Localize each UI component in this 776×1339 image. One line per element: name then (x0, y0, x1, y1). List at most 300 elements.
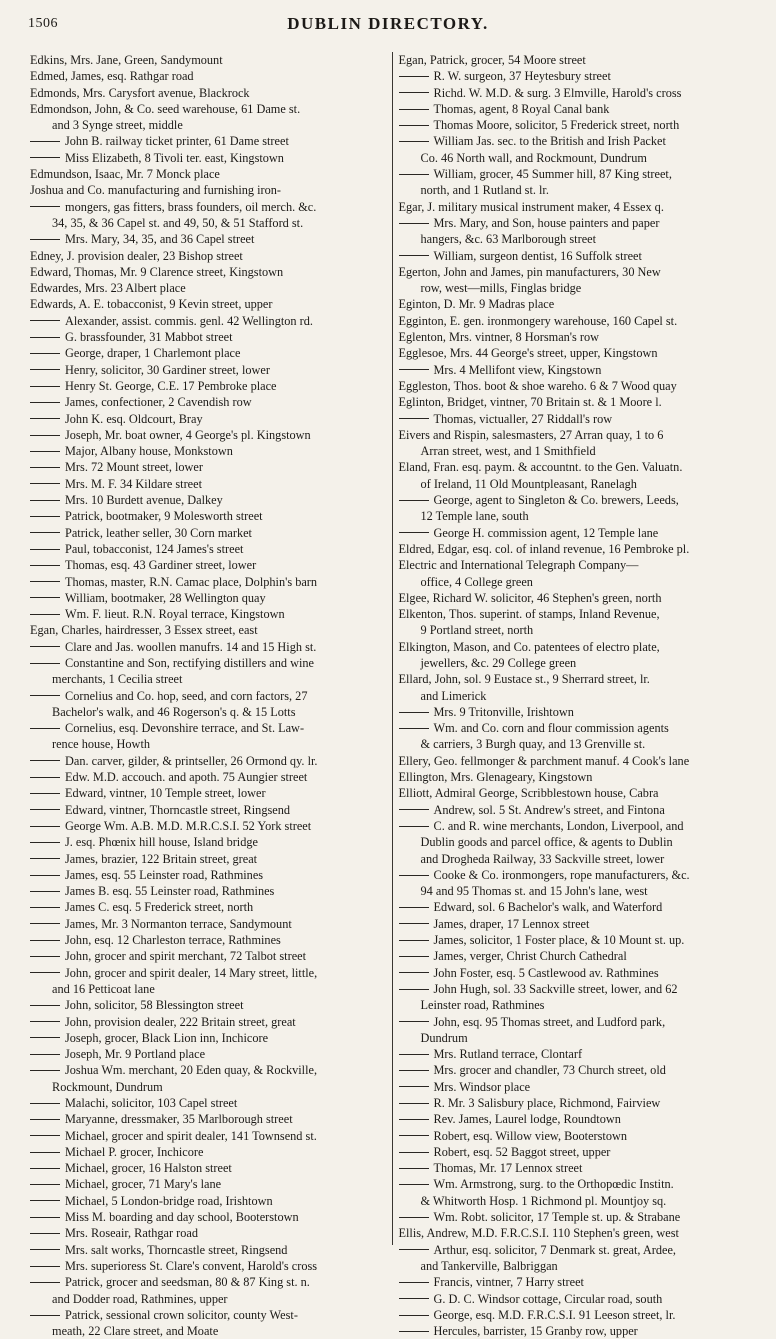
entry-text: Maryanne, dressmaker, 35 Marlborough street (65, 1112, 293, 1127)
ditto-dash (30, 1103, 60, 1104)
entry-text: Henry, solicitor, 30 Gardiner street, lower (65, 362, 270, 377)
directory-entry (30, 492, 386, 508)
entry-text: Eglenton, Mrs. vintner, 8 Horsman's row (398, 330, 599, 345)
directory-entry (399, 1079, 755, 1095)
directory-entry (399, 1274, 755, 1290)
ditto-dash (399, 875, 429, 876)
entry-text: Rockmount, Dundrum (52, 1079, 163, 1094)
directory-entry (30, 101, 386, 117)
entry-text: Edkins, Mrs. Jane, Green, Sandymount (30, 53, 223, 67)
entry-text: Mrs. Roseair, Rathgar road (65, 1226, 199, 1241)
entry-text: Mrs. superioress St. Clare's convent, Harold's cross (65, 1258, 318, 1273)
ditto-dash (399, 1298, 429, 1299)
directory-entry (30, 1111, 386, 1127)
entry-text: Miss Elizabeth, 8 Tivoli ter. east, Kingstown (65, 150, 284, 165)
directory-entry (30, 362, 386, 378)
entry-text: Joshua Wm. merchant, 20 Eden quay, & Rockville, (65, 1063, 318, 1078)
directory-entry (399, 52, 755, 68)
directory-entry (30, 802, 386, 818)
directory-entry (30, 1307, 386, 1323)
directory-entry (399, 1225, 755, 1241)
ditto-dash (30, 614, 60, 615)
ditto-dash (399, 1184, 429, 1185)
directory-entry (399, 68, 755, 84)
ditto-dash (30, 1168, 60, 1169)
entry-text: Wm. Robt. solicitor, 17 Temple st. up. & Strabane (433, 1210, 681, 1225)
directory-entry (399, 280, 755, 296)
entry-text: Patrick, sessional crown solicitor, county West- (65, 1307, 298, 1322)
entry-text: Dublin goods and parcel office, & agents to Dublin (420, 835, 673, 850)
entry-text: hangers, &c. 63 Marlborough street (420, 232, 597, 247)
directory-entry (399, 867, 755, 883)
entry-text: row, west—mills, Finglas bridge (420, 281, 582, 296)
directory-entry (399, 981, 755, 997)
directory-entry (399, 753, 755, 769)
entry-text: Edwards, A. E. tobacconist, 9 Kevin street, upper (30, 297, 273, 312)
entry-text: Francis, vintner, 7 Harry street (433, 1275, 584, 1290)
entry-text: Joshua and Co. manufacturing and furnishing iron- (30, 183, 282, 198)
entry-text: Mrs. Mary, 34, 35, and 36 Capel street (65, 232, 255, 247)
ditto-dash (30, 483, 60, 484)
directory-entry (30, 622, 386, 638)
directory-entry (30, 1046, 386, 1062)
entry-text: Thomas Moore, solicitor, 5 Frederick street, north (433, 118, 680, 133)
entry-text: Edmundson, Isaac, Mr. 7 Monck place (30, 167, 220, 182)
directory-entry (399, 427, 755, 443)
entry-text: north, and 1 Rutland st. lr. (420, 183, 549, 198)
entry-text: George H. commission agent, 12 Temple lane (433, 525, 659, 540)
directory-entry (399, 671, 755, 687)
directory-entry (30, 443, 386, 459)
ditto-dash (30, 760, 60, 761)
entry-text: Michael, grocer and spirit dealer, 141 Townsend st. (65, 1128, 317, 1143)
directory-entry (399, 541, 755, 557)
directory-entry (30, 1062, 386, 1078)
ditto-dash (30, 923, 60, 924)
entry-text: Edward, vintner, 10 Temple street, lower (65, 786, 266, 801)
directory-entry (30, 525, 386, 541)
entry-text: George, draper, 1 Charlemont place (65, 346, 241, 361)
directory-entry (399, 1176, 755, 1192)
entry-text: Mrs. salt works, Thorncastle street, Ringsend (65, 1242, 288, 1257)
entry-text: Mrs. 4 Mellifont view, Kingstown (433, 362, 602, 377)
directory-entry (399, 411, 755, 427)
directory-entry (30, 1128, 386, 1144)
directory-entry (399, 117, 755, 133)
directory-entry (399, 85, 755, 101)
ditto-dash (30, 646, 60, 647)
directory-entry (30, 231, 386, 247)
directory-entry (399, 948, 755, 964)
directory-entry (30, 296, 386, 312)
directory-entry (399, 215, 755, 231)
directory-entry (399, 574, 755, 590)
ditto-dash (30, 1200, 60, 1201)
directory-entry (399, 508, 755, 524)
entry-text: Co. 46 North wall, and Rockmount, Dundrum (420, 150, 647, 165)
ditto-dash (399, 174, 429, 175)
ditto-dash (30, 663, 60, 664)
directory-entry (399, 590, 755, 606)
ditto-dash (30, 777, 60, 778)
ditto-dash (30, 369, 60, 370)
entry-text: Thomas, master, R.N. Camac place, Dolphin's barn (65, 574, 318, 589)
entry-text: George Wm. A.B. M.D. M.R.C.S.I. 52 York street (65, 818, 312, 833)
entry-text: Arran street, west, and 1 Smithfield (420, 444, 596, 459)
directory-entry (399, 362, 755, 378)
ditto-dash (30, 353, 60, 354)
entry-text: William Jas. sec. to the British and Irish Packet (433, 134, 666, 149)
entry-text: Mrs. Rutland terrace, Clontarf (433, 1047, 583, 1062)
directory-entry (399, 525, 755, 541)
directory-entry (399, 1111, 755, 1127)
entry-text: John Foster, esq. 5 Castlewood av. Rathmines (433, 965, 659, 980)
entry-text: James, draper, 17 Lennox street (433, 916, 590, 931)
directory-entry (30, 345, 386, 361)
directory-entry (30, 133, 386, 149)
ditto-dash (399, 76, 429, 77)
entry-text: 94 and 95 Thomas st. and 15 John's lane, west (420, 884, 648, 899)
ditto-dash (399, 940, 429, 941)
ditto-dash (30, 451, 60, 452)
directory-entry (399, 1307, 755, 1323)
directory-entry (399, 802, 755, 818)
ditto-dash (399, 1249, 429, 1250)
entry-text: John, provision dealer, 222 Britain street, great (65, 1014, 296, 1029)
entry-text: Eldred, Edgar, esq. col. of inland revenue, 16 Pembroke pl. (398, 541, 690, 556)
entry-text: Ellard, John, sol. 9 Eustace st., 9 Sherrard street, lr. (398, 672, 650, 687)
ditto-dash (399, 125, 429, 126)
directory-entry (399, 443, 755, 459)
entry-text: Edw. M.D. accouch. and apoth. 75 Aungier street (65, 770, 308, 785)
ditto-dash (30, 516, 60, 517)
directory-entry (399, 329, 755, 345)
directory-entry (399, 231, 755, 247)
directory-entry (399, 606, 755, 622)
ditto-dash (399, 712, 429, 713)
directory-entry (399, 785, 755, 801)
entry-text: Thomas, esq. 43 Gardiner street, lower (65, 558, 257, 573)
directory-entry (30, 1291, 386, 1307)
ditto-dash (30, 206, 60, 207)
entry-text: & Whitworth Hosp. 1 Richmond pl. Mountjoy sq. (420, 1193, 667, 1208)
ditto-dash (30, 907, 60, 908)
entry-text: William, surgeon dentist, 16 Suffolk street (433, 248, 642, 263)
entry-text: Robert, esq. 52 Baggot street, upper (433, 1144, 611, 1159)
entry-text: Thomas, Mr. 17 Lennox street (433, 1161, 583, 1176)
directory-entry (399, 1144, 755, 1160)
directory-entry (399, 166, 755, 182)
directory-entry (30, 1030, 386, 1046)
entry-text: James, brazier, 122 Britain street, great (65, 851, 258, 866)
directory-entry (30, 280, 386, 296)
directory-entry (30, 199, 386, 215)
entry-text: Edmonds, Mrs. Carysfort avenue, Blackrock (30, 85, 250, 100)
entry-text: Edney, J. provision dealer, 23 Bishop street (30, 248, 243, 263)
ditto-dash (30, 565, 60, 566)
entry-text: Elliott, Admiral George, Scribblestown house, Cabra (398, 786, 659, 801)
entry-text: Patrick, bootmaker, 9 Molesworth street (65, 509, 263, 524)
ditto-dash (30, 1249, 60, 1250)
entry-text: Hercules, barrister, 15 Granby row, upper (433, 1324, 638, 1339)
entry-text: 12 Temple lane, south (420, 509, 529, 524)
entry-text: office, 4 College green (420, 574, 533, 589)
directory-entry (399, 932, 755, 948)
directory-entry (399, 1128, 755, 1144)
directory-entry (30, 329, 386, 345)
directory-entry (399, 101, 755, 117)
ditto-dash (30, 809, 60, 810)
ditto-dash (30, 842, 60, 843)
entry-text: James B. esq. 55 Leinster road, Rathmines (65, 884, 275, 899)
directory-entry (30, 264, 386, 280)
directory-entry (399, 199, 755, 215)
entry-text: Joseph, Mr. boat owner, 4 George's pl. Kingstown (65, 427, 311, 442)
entry-text: William, bootmaker, 28 Wellington quay (65, 590, 266, 605)
directory-entry (30, 574, 386, 590)
entry-text: Cornelius, esq. Devonshire terrace, and St. Law- (65, 721, 305, 736)
directory-entry (30, 557, 386, 573)
directory-entry (399, 492, 755, 508)
directory-entry (30, 965, 386, 981)
ditto-dash (399, 1315, 429, 1316)
ditto-dash (30, 1233, 60, 1234)
directory-columns (30, 52, 754, 1339)
entry-text: Henry St. George, C.E. 17 Pembroke place (65, 378, 277, 393)
entry-text: and Drogheda Railway, 33 Sackville street, lower (420, 851, 665, 866)
directory-entry (399, 296, 755, 312)
directory-entry (30, 1144, 386, 1160)
ditto-dash (399, 972, 429, 973)
directory-entry (30, 851, 386, 867)
entry-text: Eglinton, Bridget, vintner, 70 Britain st. & 1 Moore l. (398, 395, 662, 410)
entry-text: Egerton, John and James, pin manufacturers, 30 New (398, 264, 661, 279)
directory-entry (399, 1323, 755, 1339)
entry-text: Thomas, victualler, 27 Riddall's row (433, 411, 613, 426)
entry-text: Mrs. 9 Tritonville, Irishtown (433, 704, 574, 719)
entry-text: Edwardes, Mrs. 23 Albert place (30, 281, 186, 296)
entry-text: James, confectioner, 2 Cavendish row (65, 395, 252, 410)
entry-text: Major, Albany house, Monkstown (65, 444, 233, 459)
ditto-dash (30, 972, 60, 973)
ditto-dash (30, 1119, 60, 1120)
directory-entry (399, 1209, 755, 1225)
entry-text: James, Mr. 3 Normanton terrace, Sandymount (65, 916, 292, 931)
entry-text: Dundrum (420, 1030, 468, 1045)
entry-text: Eginton, D. Mr. 9 Madras place (398, 297, 555, 312)
ditto-dash (30, 875, 60, 876)
ditto-dash (30, 402, 60, 403)
directory-entry (399, 997, 755, 1013)
directory-entry (30, 476, 386, 492)
directory-entry (399, 248, 755, 264)
directory-entry (30, 736, 386, 752)
ditto-dash (399, 1070, 429, 1071)
directory-entry (399, 1095, 755, 1111)
directory-entry (30, 639, 386, 655)
entry-text: Egar, J. military musical instrument maker, 4 Essex q. (398, 199, 664, 214)
entry-text: Edmed, James, esq. Rathgar road (30, 69, 194, 84)
entry-text: Robert, esq. Willow view, Booterstown (433, 1128, 628, 1143)
directory-entry (30, 785, 386, 801)
directory-entry (399, 736, 755, 752)
directory-entry (399, 459, 755, 475)
directory-entry (30, 1225, 386, 1241)
entry-text: Patrick, grocer and seedsman, 80 & 87 King st. n. (65, 1275, 310, 1290)
entry-text: John K. esq. Oldcourt, Bray (65, 411, 203, 426)
entry-text: Michael P. grocer, Inchicore (65, 1144, 204, 1159)
directory-entry (30, 655, 386, 671)
entry-text: John Hugh, sol. 33 Sackville street, lower, and 62 (433, 981, 678, 996)
directory-entry (30, 1176, 386, 1192)
directory-entry (30, 541, 386, 557)
entry-text: of Ireland, 11 Old Mountpleasant, Ranelagh (420, 476, 637, 491)
entry-text: Thomas, agent, 8 Royal Canal bank (433, 101, 610, 116)
entry-text: Andrew, sol. 5 St. Andrew's street, and Fintona (433, 802, 665, 817)
directory-entry (30, 1323, 386, 1339)
entry-text: Rev. James, Laurel lodge, Roundtown (433, 1112, 621, 1127)
directory-entry (399, 639, 755, 655)
directory-entry (399, 655, 755, 671)
entry-text: William, grocer, 45 Summer hill, 87 King street, (433, 167, 672, 182)
directory-entry (30, 1193, 386, 1209)
directory-entry (399, 769, 755, 785)
entry-text: James, solicitor, 1 Foster place, & 10 Mount st. up. (433, 933, 685, 948)
ditto-dash (30, 549, 60, 550)
ditto-dash (30, 1282, 60, 1283)
directory-entry (30, 1242, 386, 1258)
ditto-dash (399, 1168, 429, 1169)
directory-entry (30, 68, 386, 84)
ditto-dash (30, 891, 60, 892)
entry-text: J. esq. Phœnix hill house, Island bridge (65, 835, 258, 850)
ditto-dash (399, 369, 429, 370)
directory-entry (30, 52, 386, 68)
entry-text: Dan. carver, gilder, & printseller, 26 Ormond qy. lr. (65, 753, 318, 768)
entry-text: Egginton, E. gen. ironmongery warehouse, 160 Capel st. (398, 313, 678, 328)
entry-text: R. Mr. 3 Salisbury place, Richmond, Fairview (433, 1096, 661, 1110)
entry-text: Michael, 5 London-bridge road, Irishtown (65, 1193, 273, 1208)
entry-text: Michael, grocer, 71 Mary's lane (65, 1177, 222, 1192)
entry-text: Egan, Charles, hairdresser, 3 Essex street, east (30, 623, 258, 638)
directory-entry (30, 932, 386, 948)
directory-entry (30, 606, 386, 622)
directory-entry (30, 378, 386, 394)
ditto-dash (30, 532, 60, 533)
entry-text: Mrs. M. F. 34 Kildare street (65, 476, 202, 491)
directory-entry (30, 150, 386, 166)
ditto-dash (399, 1103, 429, 1104)
directory-entry (30, 834, 386, 850)
directory-entry (30, 508, 386, 524)
ditto-dash (30, 1184, 60, 1185)
ditto-dash (30, 1054, 60, 1055)
directory-entry (399, 834, 755, 850)
directory-entry (30, 1209, 386, 1225)
directory-entry (30, 248, 386, 264)
entry-text: merchants, 1 Cecilia street (52, 672, 183, 687)
directory-entry (399, 557, 755, 573)
entry-text: Ellis, Andrew, M.D. F.R.C.S.I. 110 Stephen's green, west (398, 1226, 679, 1241)
directory-entry (399, 1193, 755, 1209)
entry-text: Mrs. 10 Burdett avenue, Dalkey (65, 493, 223, 508)
entry-text: Edward, Thomas, Mr. 9 Clarence street, Kingstown (30, 264, 284, 279)
directory-entry (30, 411, 386, 427)
entry-text: G. brassfounder, 31 Mabbot street (65, 330, 233, 345)
directory-entry (399, 150, 755, 166)
directory-entry (30, 688, 386, 704)
entry-text: Elkington, Mason, and Co. patentees of electro plate, (398, 639, 660, 654)
ditto-dash (30, 858, 60, 859)
entry-text: George, esq. M.D. F.R.C.S.I. 91 Leeson street, lr. (433, 1307, 676, 1322)
directory-entry (399, 851, 755, 867)
entry-text: 9 Portland street, north (420, 623, 534, 638)
directory-entry (30, 948, 386, 964)
entry-text: John, grocer and spirit dealer, 14 Mary street, little, (65, 965, 318, 980)
entry-text: John, esq. 95 Thomas street, and Ludford park, (433, 1014, 666, 1029)
directory-entry (399, 688, 755, 704)
directory-entry (399, 818, 755, 834)
entry-text: Alexander, assist. commis. genl. 42 Wellington rd. (65, 313, 313, 328)
entry-text: John B. railway ticket printer, 61 Dame street (65, 134, 289, 149)
entry-text: Cooke & Co. ironmongers, rope manufacturers, &c. (433, 867, 690, 882)
entry-text: rence house, Howth (52, 737, 151, 752)
ditto-dash (30, 1152, 60, 1153)
entry-text: Edmondson, John, & Co. seed warehouse, 61 Dame st. (30, 101, 301, 116)
entry-text: Patrick, leather seller, 30 Corn market (65, 525, 252, 540)
page-header (28, 14, 748, 38)
ditto-dash (30, 1135, 60, 1136)
directory-entry (399, 264, 755, 280)
directory-entry (30, 394, 386, 410)
ditto-dash (30, 956, 60, 957)
entry-text: and 16 Petticoat lane (52, 981, 155, 996)
ditto-dash (399, 223, 429, 224)
directory-entry (399, 1258, 755, 1274)
entry-text: Arthur, esq. solicitor, 7 Denmark st. great, Ardee, (433, 1242, 676, 1257)
entry-text: Constantine and Son, rectifying distillers and wine (65, 655, 314, 670)
entry-text: Joseph, Mr. 9 Portland place (65, 1047, 206, 1062)
entry-text: James C. esq. 5 Frederick street, north (65, 900, 254, 915)
entry-text: John, solicitor, 58 Blessington street (65, 998, 244, 1013)
ditto-dash (30, 418, 60, 419)
ditto-dash (30, 337, 60, 338)
directory-entry (30, 166, 386, 182)
ditto-dash (399, 826, 429, 827)
ditto-dash (399, 1152, 429, 1153)
directory-entry (30, 182, 386, 198)
ditto-dash (30, 1315, 60, 1316)
entry-text: G. D. C. Windsor cottage, Circular road, south (433, 1291, 663, 1306)
ditto-dash (30, 581, 60, 582)
directory-entry (30, 753, 386, 769)
entry-text: R. W. surgeon, 37 Heytesbury street (433, 69, 611, 84)
ditto-dash (399, 92, 429, 93)
entry-text: Richd. W. M.D. & surg. 3 Elmville, Harold's cross (433, 85, 682, 100)
ditto-dash (30, 1005, 60, 1006)
entry-text: Egan, Patrick, grocer, 54 Moore street (398, 53, 586, 67)
ditto-dash (399, 809, 429, 810)
directory-entry (30, 997, 386, 1013)
entry-text: C. and R. wine merchants, London, Liverpool, and (433, 818, 684, 833)
directory-entry (399, 916, 755, 932)
entry-text: Malachi, solicitor, 103 Capel street (65, 1096, 238, 1110)
ditto-dash (30, 1266, 60, 1267)
directory-entry (399, 394, 755, 410)
directory-entry (399, 899, 755, 915)
directory-entry (399, 133, 755, 149)
entry-text: 34, 35, & 36 Capel st. and 49, 50, & 51 Stafford st. (52, 215, 304, 230)
